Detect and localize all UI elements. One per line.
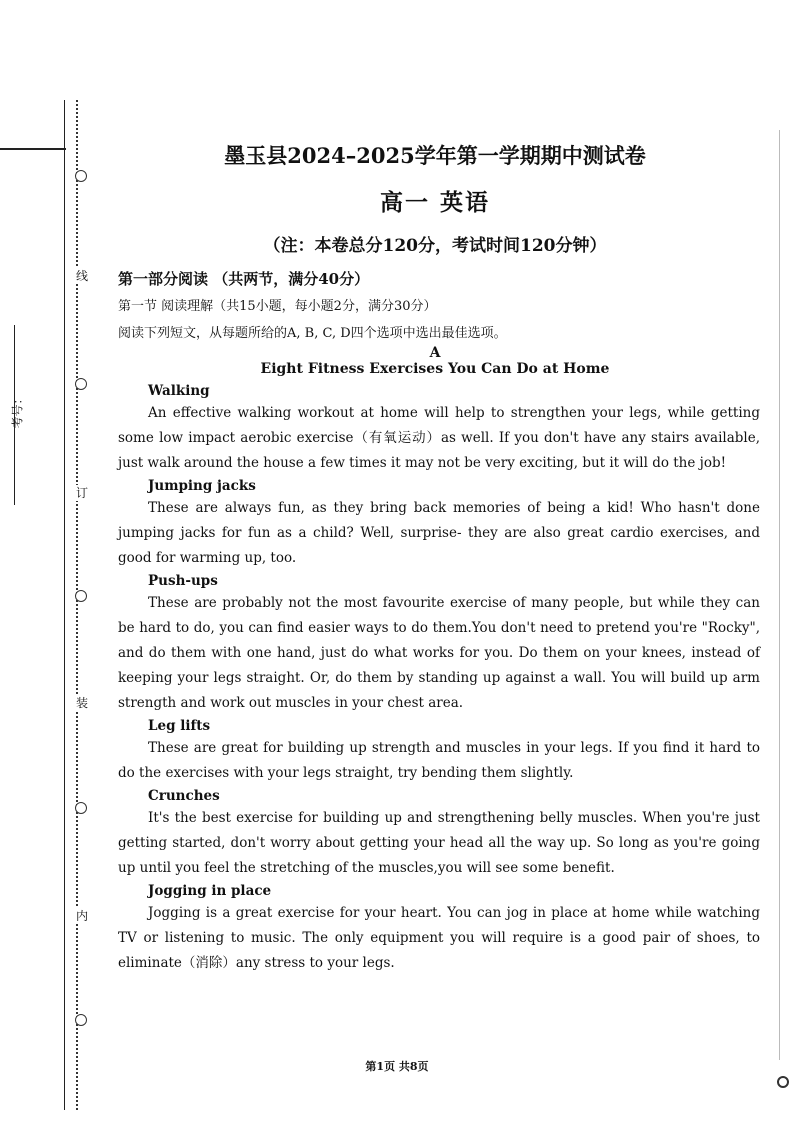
scan-circle-mark	[777, 1076, 789, 1088]
binding-circle	[75, 170, 87, 182]
exercise-name: Jumping jacks	[148, 478, 256, 494]
binding-dotted-line	[76, 100, 92, 1110]
binding-mark-nei: 内	[75, 909, 88, 923]
binding-line	[64, 100, 65, 1110]
scan-edge-line	[779, 130, 780, 1060]
binding-circle	[75, 802, 87, 814]
binding-mark-ding: 订	[75, 486, 88, 500]
binding-circle	[75, 378, 87, 390]
passage-title: Eight Fitness Exercises You Can Do at Home	[260, 361, 610, 377]
binding-mark-xian: 线	[75, 269, 88, 283]
exercise-name: Push-ups	[148, 573, 218, 589]
exercise-paragraph: These are probably not the most favourite exercise of many people, but while they can be hard to do, you can find easier ways to do them.You don't need to pretend you're "Rocky", and do them with one hand, just do what works for you. Do them on your knees, instead of keeping your legs straight. Or, do them by standing up against a wall. You will build up arm strength and work out muscles in your chest area.	[118, 595, 760, 711]
instruction-text: 阅读下列短文，从每题所给的A, B, C, D四个选项中选出最佳选项。	[118, 326, 507, 341]
binding-circle	[75, 1014, 87, 1026]
page-footer: 第1页 共8页	[365, 1060, 429, 1073]
section-heading: 第一节 阅读理解（共15小题，每小题2分，满分30分）	[118, 299, 437, 314]
exercise-paragraph: An effective walking workout at home will help to strengthen your legs, while getting some low impact aerobic exercise（有氧运动）as well. If you don't have any stairs available, just walk around the house a few times it may not be very exciting, but it will do the job!	[118, 405, 760, 471]
exercise-name: Walking	[148, 383, 210, 399]
exercise-paragraph: Jogging is a great exercise for your heart. You can jog in place at home while watching TV or listening to music. The only equipment you will require is a good pair of shoes, to eliminate（消除）any stress to your legs.	[118, 905, 760, 971]
margin-rule	[0, 148, 66, 150]
exercise-paragraph: These are great for building up strength and muscles in your legs. If you find it hard to do the exercises with your legs straight, try bending them slightly.	[118, 740, 760, 781]
page-content	[110, 140, 760, 976]
exam-note: （注：本卷总分120分，考试时间120分钟）	[263, 236, 607, 256]
passage-letter: A	[429, 345, 441, 361]
exercise-name: Leg lifts	[148, 718, 211, 734]
exercise-name: Jogging in place	[148, 883, 272, 899]
part-heading: 第一部分阅读 （共两节，满分40分）	[118, 270, 370, 288]
exam-number-label: 考号：	[10, 392, 25, 429]
subject-title: 高一 英语	[379, 189, 490, 216]
exam-title: 墨玉县2024–2025学年第一学期期中测试卷	[224, 143, 646, 168]
binding-circle	[75, 590, 87, 602]
exercise-name: Crunches	[148, 788, 220, 804]
exercise-paragraph: These are always fun, as they bring back memories of being a kid! Who hasn't done jumping jacks for fun as a child? Well, surprise- they are also great cardio exercises, and good for warming up, too.	[118, 500, 760, 566]
binding-mark-zhuang: 装	[75, 696, 88, 710]
exercise-paragraph: It's the best exercise for building up and strengthening belly muscles. When you're just getting started, don't worry about getting your head all the way up. So long as you're going up until you feel the stretching of the muscles,you will see some benefit.	[118, 810, 760, 876]
